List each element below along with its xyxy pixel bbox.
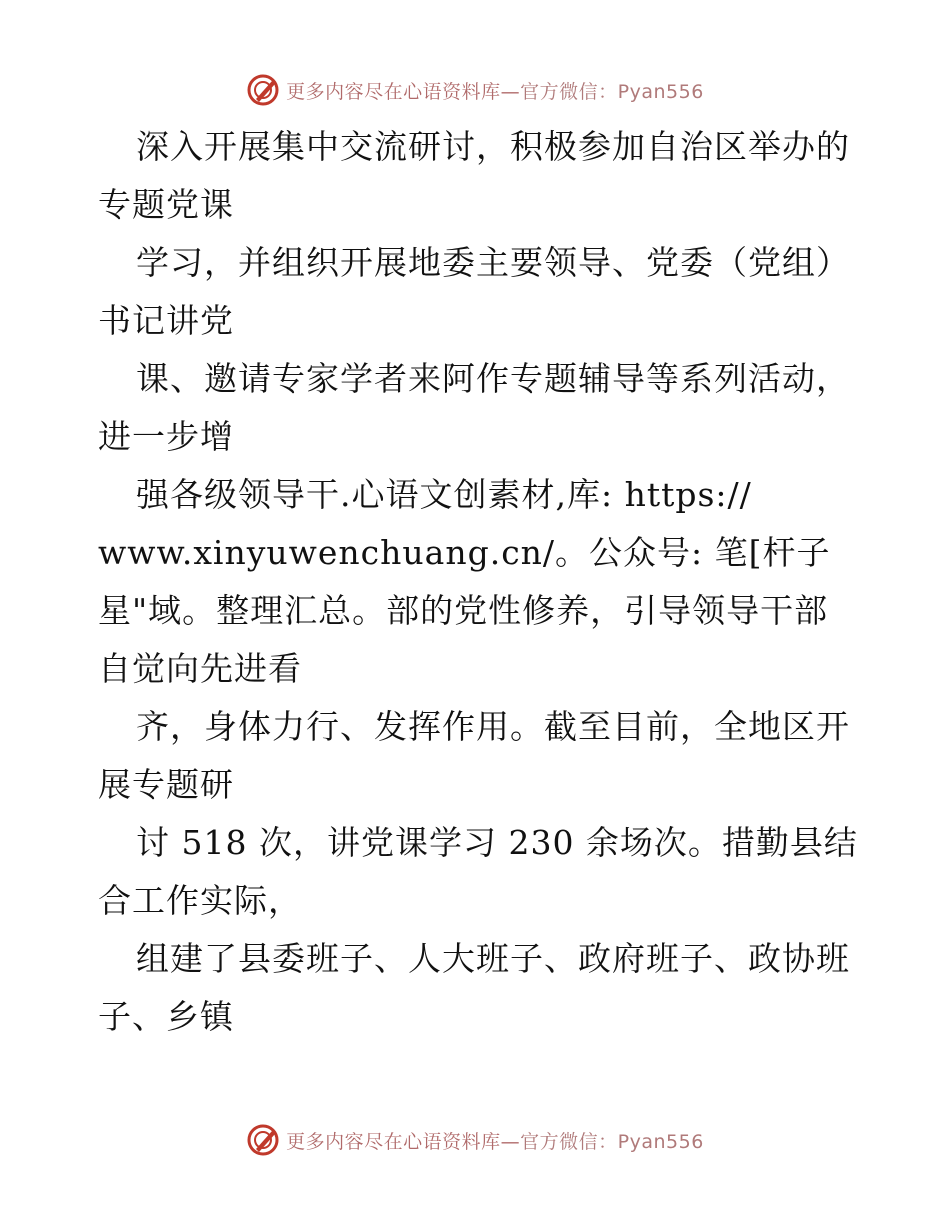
red-pen-circle-logo-icon xyxy=(246,1123,280,1157)
footer-site-name: 更多内容尽在心语资料库 xyxy=(286,1130,501,1153)
header-wechat: 官方微信：Pyan556 xyxy=(520,80,704,103)
header-separator: — xyxy=(500,80,521,103)
header-banner xyxy=(0,70,950,110)
text-line: 讨 518 次，讲党课学习 230 余场次。措勤县结 xyxy=(136,823,858,862)
text-line: 齐，身体力行、发挥作用。截至目前，全地区开 xyxy=(136,707,850,746)
red-pen-circle-logo-icon xyxy=(246,73,280,107)
text-line: 子、乡镇 xyxy=(98,997,234,1036)
text-line: 星"域。整理汇总。部的党性修养，引导领导干部 xyxy=(98,591,829,630)
header-banner-text xyxy=(286,77,704,104)
text-line: 合工作实际， xyxy=(98,881,302,920)
text-line: 强各级领导干.心语文创素材,库: https:// xyxy=(136,475,752,514)
text-line: 课、邀请专家学者来阿作专题辅导等系列活动， xyxy=(136,359,850,398)
footer-separator: — xyxy=(500,1130,521,1153)
text-line: www.xinyuwenchuang.cn/。公众号: 笔[杆子 xyxy=(98,533,831,572)
body-text xyxy=(98,118,858,1046)
text-line: 进一步增 xyxy=(98,417,234,456)
text-line: 学习，并组织开展地委主要领导、党委（党组） xyxy=(136,243,850,282)
text-line: 展专题研 xyxy=(98,765,234,804)
text-line: 书记讲党 xyxy=(98,301,234,340)
footer-banner xyxy=(0,1120,950,1160)
header-site-name: 更多内容尽在心语资料库 xyxy=(286,80,501,103)
footer-wechat: 官方微信：Pyan556 xyxy=(520,1130,704,1153)
text-line: 组建了县委班子、人大班子、政府班子、政协班 xyxy=(136,939,850,978)
text-line: 自觉向先进看 xyxy=(98,649,302,688)
footer-banner-text xyxy=(286,1127,704,1154)
text-line: 专题党课 xyxy=(98,185,234,224)
text-line: 深入开展集中交流研讨，积极参加自治区举办的 xyxy=(136,127,850,166)
